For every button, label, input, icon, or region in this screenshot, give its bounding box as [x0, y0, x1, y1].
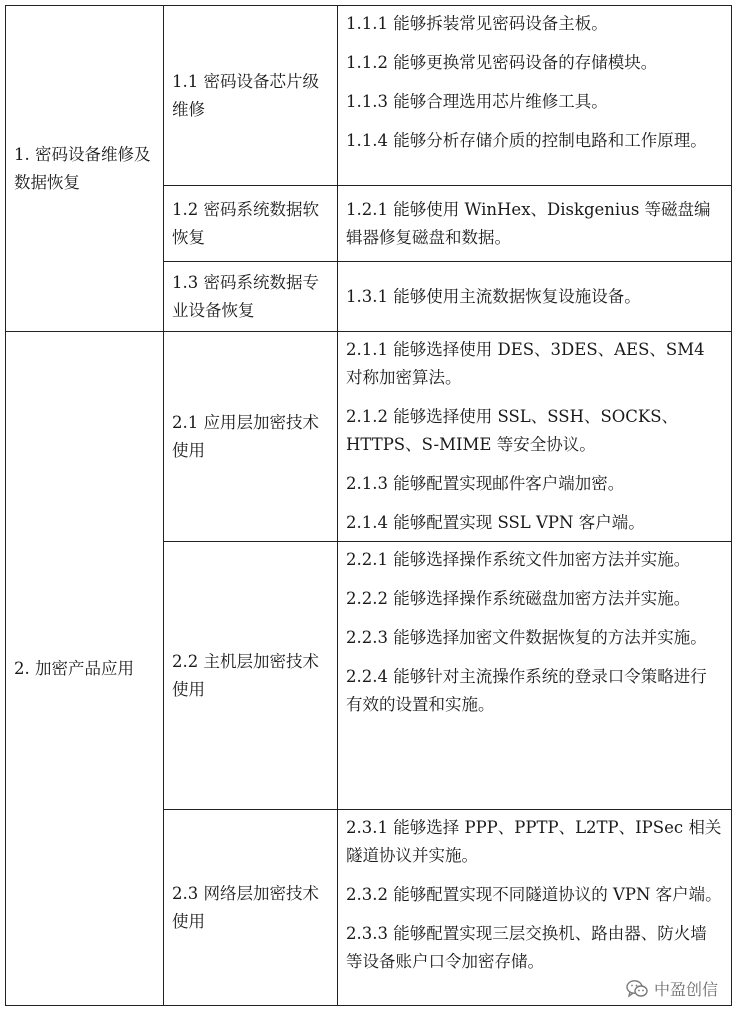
table-row: [6, 6, 732, 186]
subsection-title: 2.2 主机层加密技术使用: [164, 542, 338, 810]
list-item: 2.2.3 能够选择加密文件数据恢复的方法并实施。: [346, 628, 707, 647]
watermark-text: 中盈创信: [653, 980, 718, 999]
list-item: 2.3.2 能够配置实现不同隧道协议的 VPN 客户端。: [346, 885, 722, 904]
section-title: 1. 密码设备维修及数据恢复: [6, 6, 164, 332]
list-item: 1.3.1 能够使用主流数据恢复设施设备。: [346, 286, 641, 306]
list-item: 1.1.3 能够合理选用芯片维修工具。: [346, 92, 608, 111]
list-item: 2.3.1 能够选择 PPP、PPTP、L2TP、IPSec 相关隧道协议并实施。: [346, 818, 722, 865]
wechat-icon: [626, 979, 648, 999]
list-item: 2.1.3 能够配置实现邮件客户端加密。: [346, 474, 625, 493]
item-cell: [338, 332, 732, 542]
subsection-title: 2.3 网络层加密技术使用: [164, 810, 338, 1006]
list-item: 2.2.4 能够针对主流操作系统的登录口令策略进行有效的设置和实施。: [346, 667, 707, 714]
subsection-title: 1.3 密码系统数据专业设备恢复: [164, 262, 338, 332]
item-cell: [338, 6, 732, 186]
subsection-title: 2.1 应用层加密技术使用: [164, 332, 338, 542]
list-item: 1.1.1 能够拆装常见密码设备主板。: [346, 14, 608, 33]
subsection-title: 1.2 密码系统数据软恢复: [164, 186, 338, 262]
item-cell: [338, 262, 732, 332]
watermark: [626, 977, 718, 1000]
subsection-title: 1.1 密码设备芯片级维修: [164, 6, 338, 186]
list-item: 2.2.2 能够选择操作系统磁盘加密方法并实施。: [346, 589, 691, 608]
list-item: 2.1.1 能够选择使用 DES、3DES、AES、SM4 对称加密算法。: [346, 340, 705, 387]
item-cell: [338, 542, 732, 810]
section-title: 2. 加密产品应用: [6, 332, 164, 1006]
list-item: 2.1.2 能够选择使用 SSL、SSH、SOCKS、HTTPS、S-MIME 等安全协议。: [346, 407, 679, 454]
list-item: 1.1.4 能够分析存储介质的控制电路和工作原理。: [346, 131, 707, 150]
item-cell: [338, 186, 732, 262]
list-item: 2.1.4 能够配置实现 SSL VPN 客户端。: [346, 513, 645, 532]
competency-table: [5, 5, 732, 1006]
list-item: 2.2.1 能够选择操作系统文件加密方法并实施。: [346, 550, 691, 569]
table-row: [6, 332, 732, 542]
list-item: 1.2.1 能够使用 WinHex、Diskgenius 等磁盘编辑器修复磁盘和数据。: [346, 199, 711, 247]
list-item: 2.3.3 能够配置实现三层交换机、路由器、防火墙等设备账户口令加密存储。: [346, 924, 707, 971]
list-item: 1.1.2 能够更换常见密码设备的存储模块。: [346, 53, 658, 72]
